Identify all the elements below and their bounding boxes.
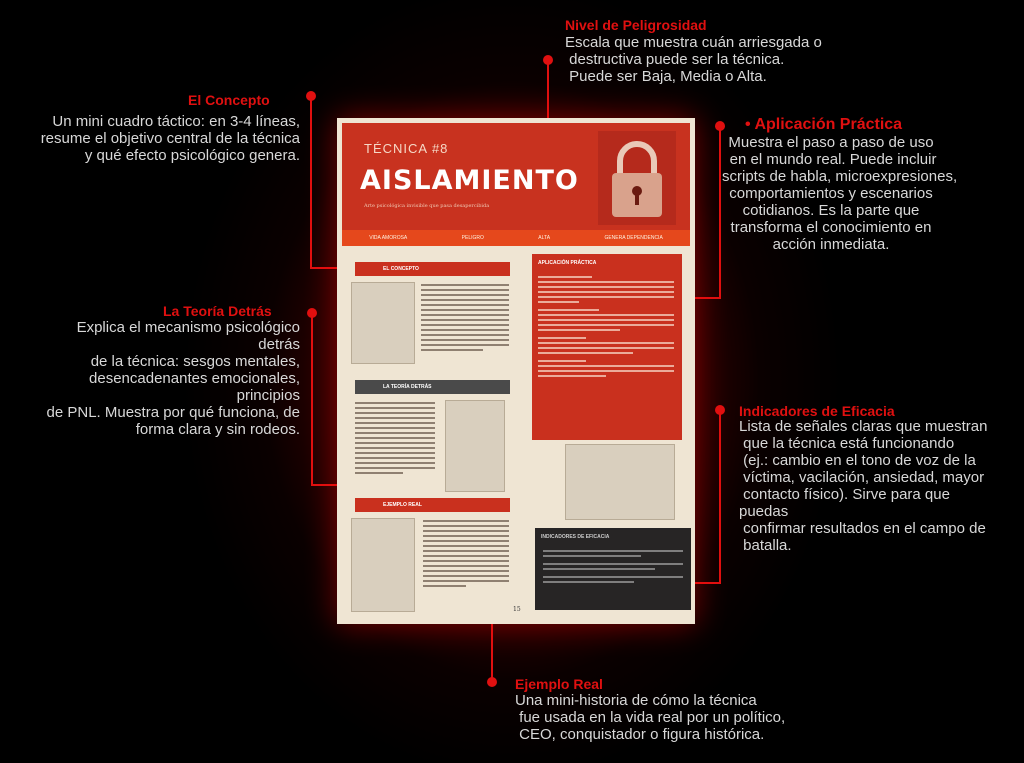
desc-aplicacion: Muestra el paso a paso de uso en el mundo real. Puede incluir scripts de habla, microexpresiones, comportamientos y escenarios cotidianos. Es la parte que transforma el conocimiento en acción inmediata.	[722, 134, 958, 253]
couple-illustration	[565, 444, 675, 520]
dot-concepto	[306, 91, 316, 101]
indicators-text-block	[543, 550, 683, 586]
dot-indicadores	[715, 405, 725, 415]
label-aplicacion: • Aplicación Práctica	[745, 116, 903, 133]
example-text-block	[423, 520, 509, 590]
label-concepto: El Concepto	[188, 92, 270, 108]
dot-teoria	[307, 308, 317, 318]
padlock-icon	[598, 131, 676, 225]
page-header	[342, 123, 690, 230]
dot-aplicacion	[715, 121, 725, 131]
danger-level-bar	[342, 230, 690, 246]
theory-text-block	[355, 402, 435, 477]
example-illustration	[351, 518, 415, 612]
technique-title: AISLAMIENTO	[360, 165, 579, 196]
label-ejemplo: Ejemplo Real	[515, 676, 603, 692]
desc-teoria: Explica el mecanismo psicológico detrás de la técnica: sesgos mentales, desencadenantes emocionales, principios de PNL. Muestra por qué funciona, de forma clara y sin rodeos.	[46, 319, 300, 438]
application-panel	[532, 254, 682, 440]
concept-illustration	[351, 282, 415, 364]
dot-nivel	[543, 55, 553, 65]
desc-nivel: Escala que muestra cuán arriesgada o destructiva puede ser la técnica. Puede ser Baja, Media o Alta.	[565, 34, 822, 85]
bar-item-danger: PELIGRO	[461, 235, 484, 241]
concept-text-block	[421, 284, 509, 354]
technique-page-mockup	[337, 118, 695, 624]
bar-item-level: ALTA	[538, 235, 551, 241]
birdcage-illustration	[445, 400, 505, 492]
section-concept-title: EL CONCEPTO	[355, 262, 510, 276]
label-teoria: La Teoría Detrás	[163, 303, 272, 319]
label-nivel: Nivel de Peligrosidad	[565, 17, 707, 33]
desc-concepto: Un mini cuadro táctico: en 3-4 líneas, resume el objetivo central de la técnica y qué efecto psicológico genera.	[40, 113, 300, 164]
application-panel-title: APLICACIÓN PRÁCTICA	[538, 260, 597, 266]
indicators-panel	[535, 528, 691, 610]
desc-ejemplo: Una mini-historia de cómo la técnica fue usada en la vida real por un político, CEO, conquistador o figura histórica.	[515, 692, 786, 743]
label-indicadores: Indicadores de Eficacia	[739, 403, 895, 419]
desc-indicadores: Lista de señales claras que muestran que la técnica está funcionando (ej.: cambio en el tono de voz de la víctima, vacilación, ansiedad, mayor contacto físico). Sirve para que puedas confirmar resultados en el campo de batalla.	[739, 418, 988, 554]
technique-subtitle: Arte psicológica invisible que pasa desapercibida	[364, 203, 490, 209]
application-text-block	[538, 276, 674, 380]
bar-item-dependency: GENERA DEPENDENCIA	[604, 235, 663, 241]
page-number: 15	[513, 606, 521, 613]
dot-ejemplo	[487, 677, 497, 687]
indicators-panel-title: INDICADORES DE EFICACIA	[541, 534, 610, 540]
section-example-title: EJEMPLO REAL	[355, 498, 510, 512]
bar-item-love: VIDA AMOROSA	[369, 235, 408, 241]
section-theory-title: LA TEORÍA DETRÁS	[355, 380, 510, 394]
technique-number: TÉCNICA #8	[364, 141, 449, 156]
